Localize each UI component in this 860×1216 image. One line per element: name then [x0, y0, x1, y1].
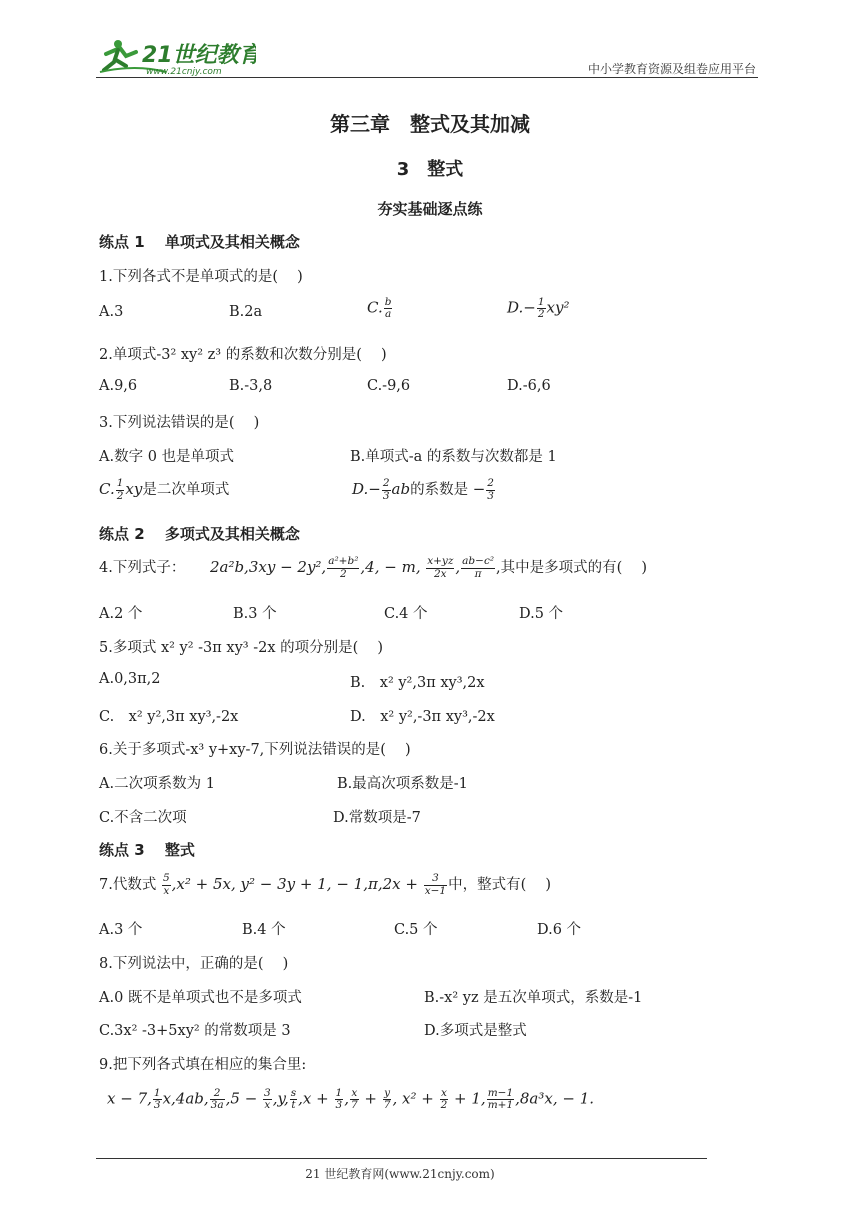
q4-option-d: D.5 个 — [519, 606, 564, 622]
chapter-title: 第三章 整式及其加减 — [330, 112, 530, 136]
q3-option-c: C. $\frac{1}{2}$ xy是二次单项式 — [99, 477, 230, 502]
platform-label: 中小学教育资源及组卷应用平台 — [587, 62, 756, 76]
q9-expression-list: x − 7, $\frac{1}{3}$ x,4ab, $\frac{2}{3a}$ ,5 − $\frac{3}{x}$ ,y, $\frac{s}{t}$ ,x + $\frac{1}{3}$ , $\frac{x}{7}$ + $\frac{y}{7}$ , x² + $\frac{x}{2}$ + 1, $\frac{m-1}{m+1}$ ,8a³x, − 1. — [107, 1087, 595, 1112]
question-7: 7.代数式 $\frac{5}{x}$ ,x² + 5x, y² − 3y + 1, − 1,π,2x + $\frac{3}{x-1}$ 中，整式有( ) — [99, 872, 552, 897]
q6-option-a: A.二次项系数为 1 — [99, 776, 215, 792]
question-9: 9.把下列各式填在相应的集合里: — [99, 1057, 307, 1073]
q7-option-c: C.5 个 — [394, 922, 438, 938]
logo-url: www.21cnjy.com — [146, 67, 222, 76]
q3-option-b: B.单项式-a 的系数与次数都是 1 — [350, 449, 557, 465]
question-2: 2.单项式-3² xy² z³ 的系数和次数分别是( ) — [99, 347, 387, 363]
footer-text: 21 世纪教育网(www.21cnjy.com) — [305, 1167, 495, 1181]
q1-option-b: B.2a — [229, 304, 263, 320]
q7-option-d: D.6 个 — [537, 922, 582, 938]
q5-option-d: D. x² y²,-3π xy³,-2x — [350, 709, 495, 725]
question-5: 5.多项式 x² y² -3π xy³ -2x 的项分别是( ) — [99, 640, 384, 656]
q3-option-a: A.数字 0 也是单项式 — [99, 449, 235, 465]
q8-option-d: D.多项式是整式 — [424, 1023, 527, 1039]
q5-option-a: A.0,3π,2 — [99, 671, 161, 687]
q5-option-b: B. x² y²,3π xy³,2x — [350, 675, 485, 691]
question-3: 3.下列说法错误的是( ) — [99, 415, 260, 431]
q4-option-b: B.3 个 — [233, 606, 277, 622]
question-8: 8.下列说法中，正确的是( ) — [99, 956, 289, 972]
q5-option-c: C. x² y²,3π xy³,-2x — [99, 709, 239, 725]
q2-option-b: B.-3,8 — [229, 378, 273, 394]
practice-3-heading: 练点 3 整式 — [99, 841, 195, 859]
logo-text: 21世纪教育 — [142, 43, 256, 68]
q4-option-c: C.4 个 — [384, 606, 428, 622]
q7-option-b: B.4 个 — [242, 922, 286, 938]
q7-option-a: A.3 个 — [99, 922, 143, 938]
q6-option-d: D.常数项是-7 — [333, 810, 421, 826]
q2-option-a: A.9,6 — [99, 378, 138, 394]
q4-option-a: A.2 个 — [99, 606, 143, 622]
q1-option-d: D.− $\frac{1}{2}$ xy² — [507, 296, 570, 321]
q6-option-c: C.不含二次项 — [99, 810, 187, 826]
footer-rule — [96, 1158, 707, 1159]
q6-option-b: B.最高次项系数是-1 — [337, 776, 468, 792]
q8-option-a: A.0 既不是单项式也不是多项式 — [99, 990, 302, 1006]
site-logo — [96, 36, 256, 76]
q2-option-d: D.-6,6 — [507, 378, 551, 394]
q1-option-c: C. $\frac{b}{a}$ — [367, 296, 392, 321]
practice-2-heading: 练点 2 多项式及其相关概念 — [99, 525, 300, 543]
q3-option-d: D.− $\frac{2}{3}$ ab的系数是 − $\frac{2}{3}$ — [352, 477, 494, 502]
practice-1-heading: 练点 1 单项式及其相关概念 — [99, 233, 300, 251]
q8-option-b: B.-x² yz 是五次单项式，系数是-1 — [424, 990, 643, 1006]
q2-option-c: C.-9,6 — [367, 378, 411, 394]
question-1: 1.下列各式不是单项式的是( ) — [99, 269, 303, 285]
question-4: 4.下列式子： 2a²b,3xy − 2y², $\frac{\text{a²+b²}}{2}$ ,4, − m, $\frac{x+yz}{2x}$ , $\frac{\text{ab−c²}}{\pi}$ ,其中是多项式的有( ) — [99, 555, 648, 580]
q1-option-a: A.3 — [99, 304, 124, 320]
question-6: 6.关于多项式-x³ y+xy-7,下列说法错误的是( ) — [99, 742, 411, 758]
section-title: 3 整式 — [396, 159, 464, 180]
header-rule — [96, 77, 758, 78]
q8-option-c: C.3x² -3+5xy² 的常数项是 3 — [99, 1023, 291, 1039]
exercise-heading: 夯实基础逐点练 — [377, 200, 483, 218]
